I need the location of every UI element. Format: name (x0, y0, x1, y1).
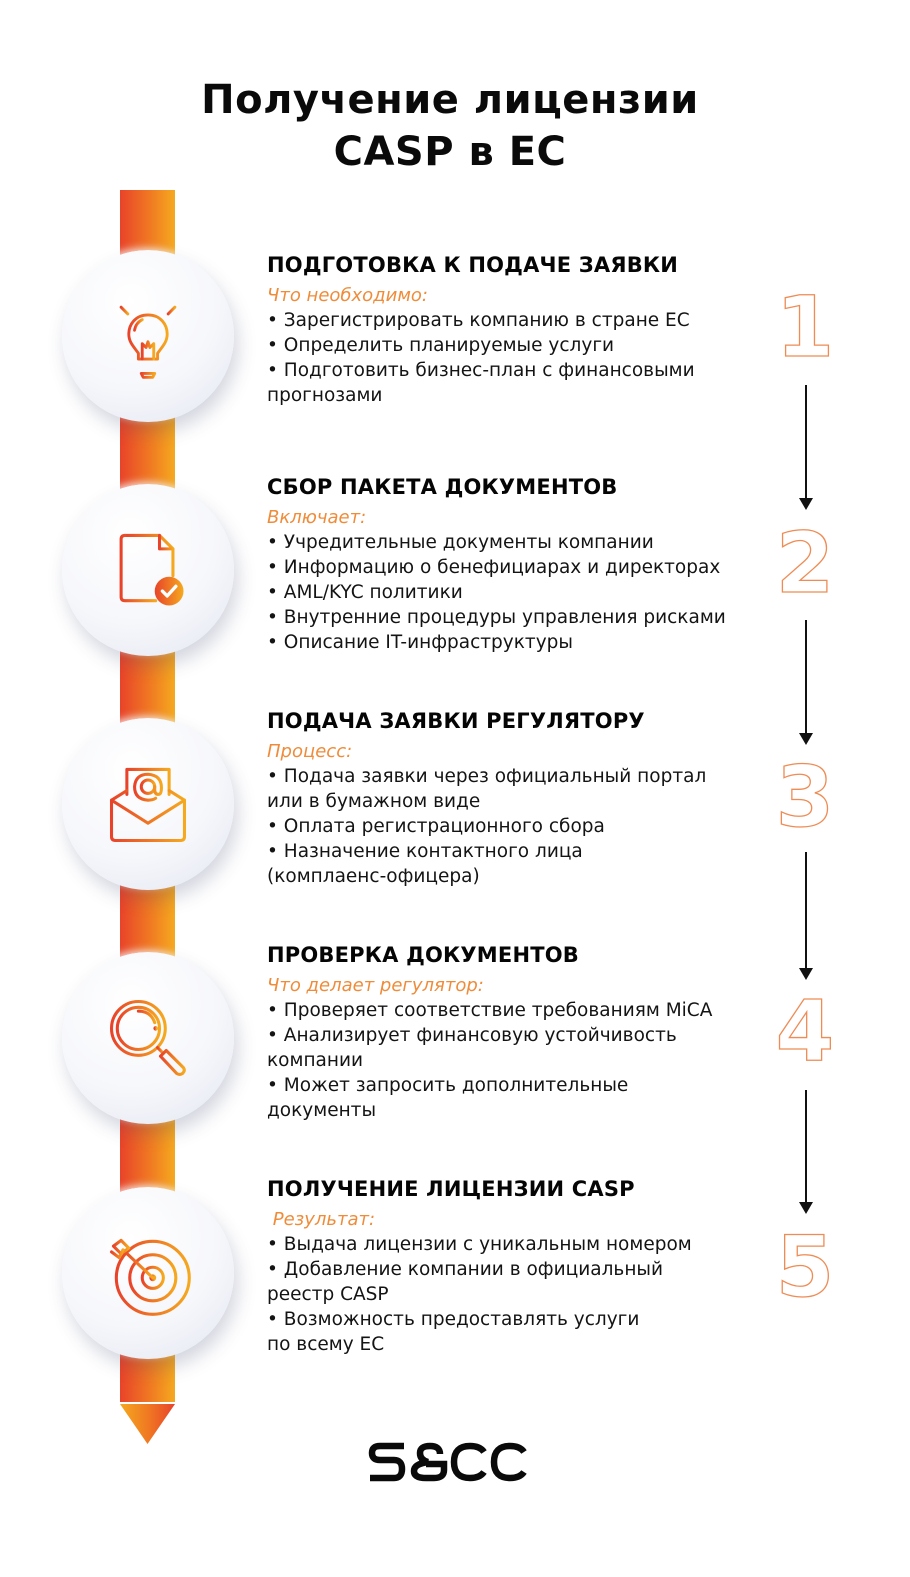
list-item: (комплаенс-офицера) (267, 866, 480, 887)
arrow-down-icon (805, 852, 807, 978)
list-item: • Возможность предоставлять услуги (267, 1309, 640, 1330)
step-1 (267, 250, 767, 408)
step-4 (267, 940, 767, 1123)
list-item: • Проверяет соответствие требованиям MiCA (267, 1000, 713, 1021)
list-item: • Информацию о бенефициарах и директорах (267, 557, 721, 578)
step-2-icon-circle (62, 484, 234, 656)
title-line-2: CASP в ЕС (333, 129, 567, 175)
step-5-subtitle: Результат: (267, 1209, 376, 1230)
step-1-list (267, 308, 767, 408)
step-number-3: 3 (775, 748, 835, 846)
step-2-subtitle: Включает: (267, 507, 367, 528)
arrow-down-icon (805, 385, 807, 508)
list-item: • Может запросить дополнительные (267, 1075, 629, 1096)
sco-logo-icon (368, 1440, 528, 1484)
step-1-subtitle: Что необходимо: (267, 285, 428, 306)
step-3-heading: ПОДАЧА ЗАЯВКИ РЕГУЛЯТОРУ (267, 709, 645, 733)
list-item: • Добавление компании в официальный (267, 1259, 664, 1280)
title-line-1: Получение лицензии (201, 77, 699, 123)
list-item: • Внутренние процедуры управления рисками (267, 607, 726, 628)
list-item: или в бумажном виде (267, 791, 481, 812)
step-4-subtitle: Что делает регулятор: (267, 975, 484, 996)
list-item: компании (267, 1050, 364, 1071)
step-5 (267, 1174, 767, 1357)
step-4-heading: ПРОВЕРКА ДОКУМЕНТОВ (267, 943, 580, 967)
arrow-down-icon (805, 1090, 807, 1212)
list-item: реестр CASP (267, 1284, 389, 1305)
step-3-list (267, 764, 767, 889)
magnifier-icon (100, 990, 196, 1086)
step-number-5: 5 (775, 1218, 835, 1316)
list-item: • Назначение контактного лица (267, 841, 583, 862)
step-1-icon-circle (62, 250, 234, 422)
step-2-heading: СБОР ПАКЕТА ДОКУМЕНТОВ (267, 475, 618, 499)
step-5-icon-circle (62, 1187, 234, 1359)
list-item: • Подача заявки через официальный портал (267, 766, 707, 787)
page-title (0, 74, 900, 178)
list-item: • Учредительные документы компании (267, 532, 654, 553)
step-2-list (267, 530, 767, 655)
email-envelope-icon (100, 756, 196, 852)
document-check-icon (100, 522, 196, 618)
step-2 (267, 472, 767, 655)
timeline-arrow-down-icon (120, 1404, 175, 1444)
step-3-icon-circle (62, 718, 234, 890)
list-item: прогнозами (267, 385, 383, 406)
step-3 (267, 706, 767, 889)
step-3-subtitle: Процесс: (267, 741, 353, 762)
step-4-icon-circle (62, 952, 234, 1124)
step-5-list (267, 1232, 767, 1357)
step-5-heading: ПОЛУЧЕНИЕ ЛИЦЕНЗИИ CASP (267, 1177, 635, 1201)
step-number-2: 2 (775, 514, 835, 612)
list-item: • Анализирует финансовую устойчивость (267, 1025, 677, 1046)
list-item: • Подготовить бизнес-план с финансовыми (267, 360, 695, 381)
step-number-1: 1 (775, 278, 835, 376)
list-item: документы (267, 1100, 377, 1121)
arrow-down-icon (805, 620, 807, 743)
list-item: • AML/KYC политики (267, 582, 463, 603)
list-item: • Определить планируемые услуги (267, 335, 615, 356)
list-item: по всему ЕС (267, 1334, 385, 1355)
list-item: • Оплата регистрационного сбора (267, 816, 605, 837)
target-arrow-icon (100, 1225, 196, 1321)
lightbulb-icon (100, 288, 196, 384)
list-item: • Описание IT-инфраструктуры (267, 632, 573, 653)
step-1-heading: ПОДГОТОВКА К ПОДАЧЕ ЗАЯВКИ (267, 253, 679, 277)
list-item: • Зарегистрировать компанию в стране ЕС (267, 310, 690, 331)
sco-logo (368, 1440, 528, 1484)
step-number-4: 4 (775, 982, 835, 1080)
list-item: • Выдача лицензии с уникальным номером (267, 1234, 692, 1255)
step-4-list (267, 998, 767, 1123)
